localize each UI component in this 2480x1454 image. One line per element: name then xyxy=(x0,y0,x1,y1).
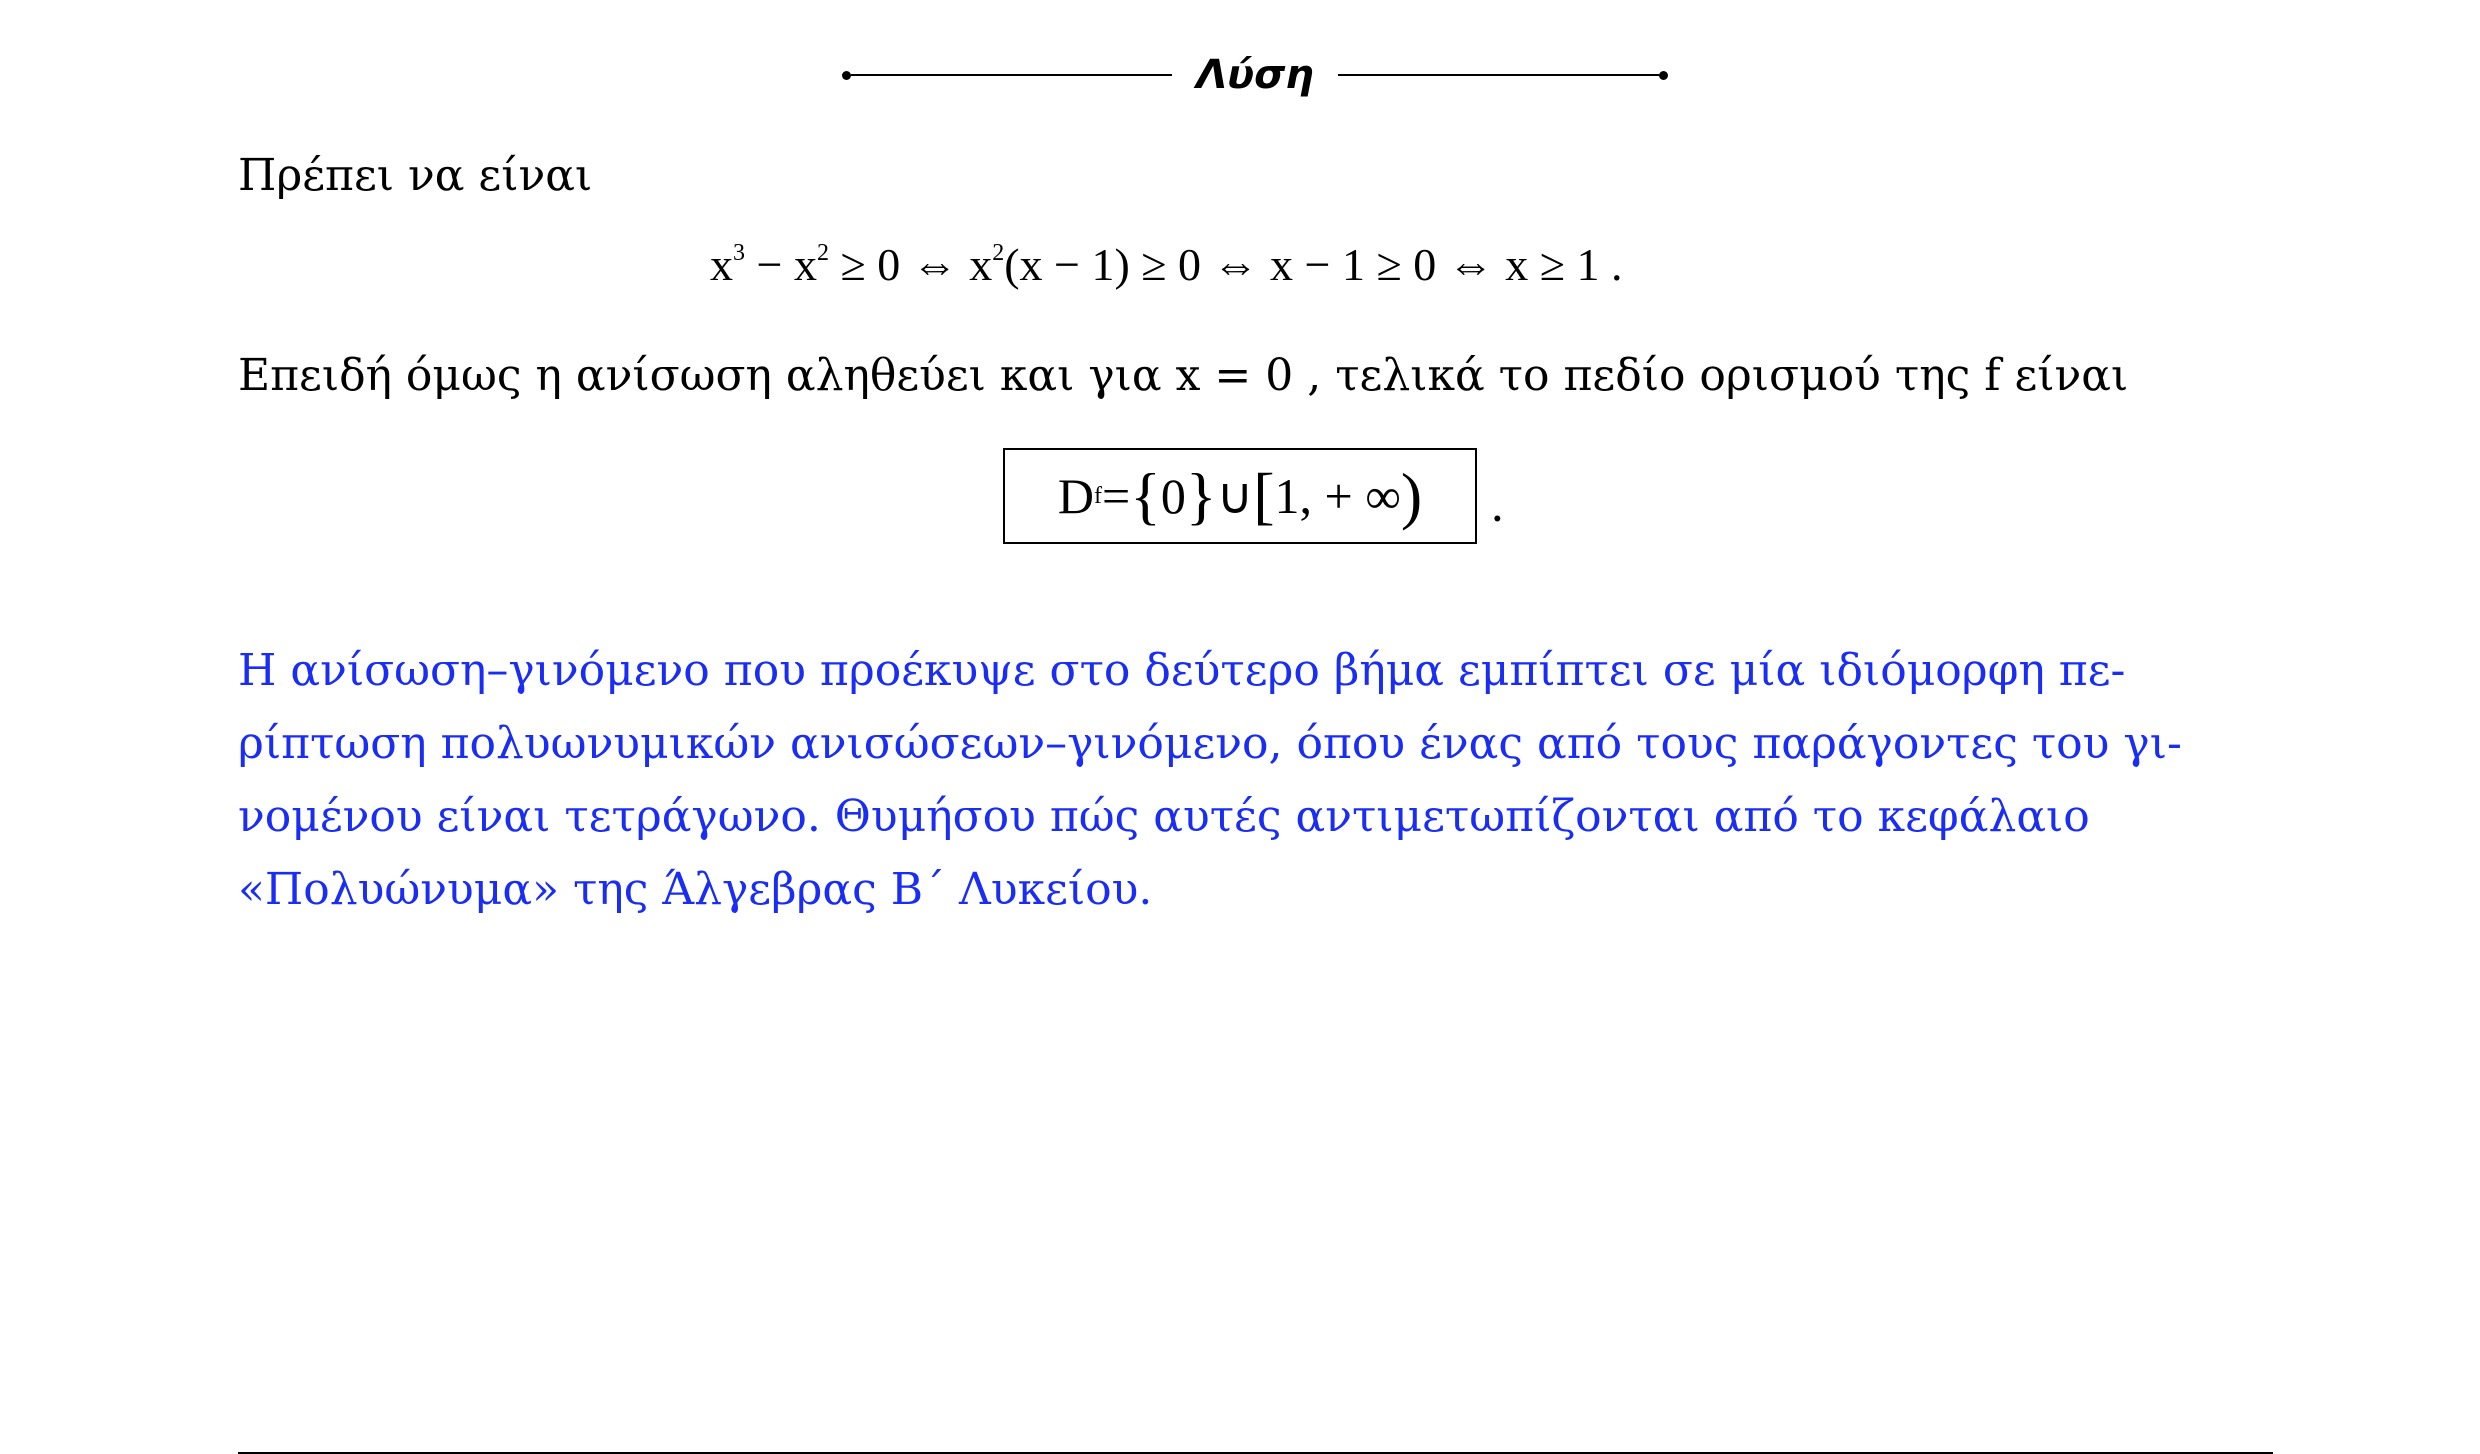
note-line: Η ανίσωση–γινόμενο που προέκυψε στο δεύτερο βήμα εμπίπτει σε μία ιδιόμορφη πε- xyxy=(238,645,2126,696)
domain-result-box xyxy=(1003,448,1477,544)
domain-symbol: D xyxy=(1057,468,1094,524)
rule-line xyxy=(1338,74,1659,76)
eq-term: − x xyxy=(745,239,817,290)
heading-right-rule xyxy=(1338,71,1668,80)
union-symbol: ∪ xyxy=(1216,468,1254,524)
closing-period: . xyxy=(1490,478,1505,532)
inequality-chain xyxy=(710,238,1622,291)
note-line: «Πολυώνυμα» της Άλγεβρας Β΄ Λυκείου. xyxy=(238,864,1153,915)
eq-exponent: 2 xyxy=(992,240,1005,266)
eq-term: x xyxy=(710,239,733,290)
domain-subscript: f xyxy=(1093,482,1102,509)
note-line: νομένου είναι τετράγωνο. Θυμήσου πώς αυτές αντιμετωπίζονται από το κεφάλαιο xyxy=(238,791,2090,842)
rule-dot xyxy=(842,71,851,80)
left-bracket: [ xyxy=(1253,460,1275,531)
domain-sentence: Επειδή όμως η ανίσωση αληθεύει και για x = 0 , τελικά το πεδίο ορισμού της f είναι xyxy=(238,350,2129,401)
eq-exponent: 3 xyxy=(733,240,745,266)
intro-text: Πρέπει να είναι xyxy=(238,150,593,201)
eq-term: (x − 1) ≥ 0 ⇔ x − 1 ≥ 0 ⇔ x ≥ 1 . xyxy=(1004,239,1623,290)
rule-line xyxy=(851,74,1172,76)
heading-left-rule xyxy=(842,71,1172,80)
right-paren: ) xyxy=(1400,460,1423,531)
set-zero: 0 xyxy=(1160,468,1186,524)
left-brace: { xyxy=(1130,460,1161,531)
right-brace: } xyxy=(1185,460,1217,531)
eq-exponent: 2 xyxy=(816,240,829,266)
heading-title: Λύση xyxy=(1196,52,1314,98)
rule-dot xyxy=(1659,71,1668,80)
domain-equals: = xyxy=(1101,468,1131,524)
blue-note xyxy=(238,634,2248,926)
note-line: ρίπτωση πολυωνυμικών ανισώσεων–γινόμενο, όπου ένας από τους παράγοντες του γι- xyxy=(238,718,2182,769)
solution-heading xyxy=(840,40,1670,110)
interval-values: 1, + ∞ xyxy=(1274,468,1401,524)
eq-term: ≥ 0 ⇔ x xyxy=(828,239,993,290)
